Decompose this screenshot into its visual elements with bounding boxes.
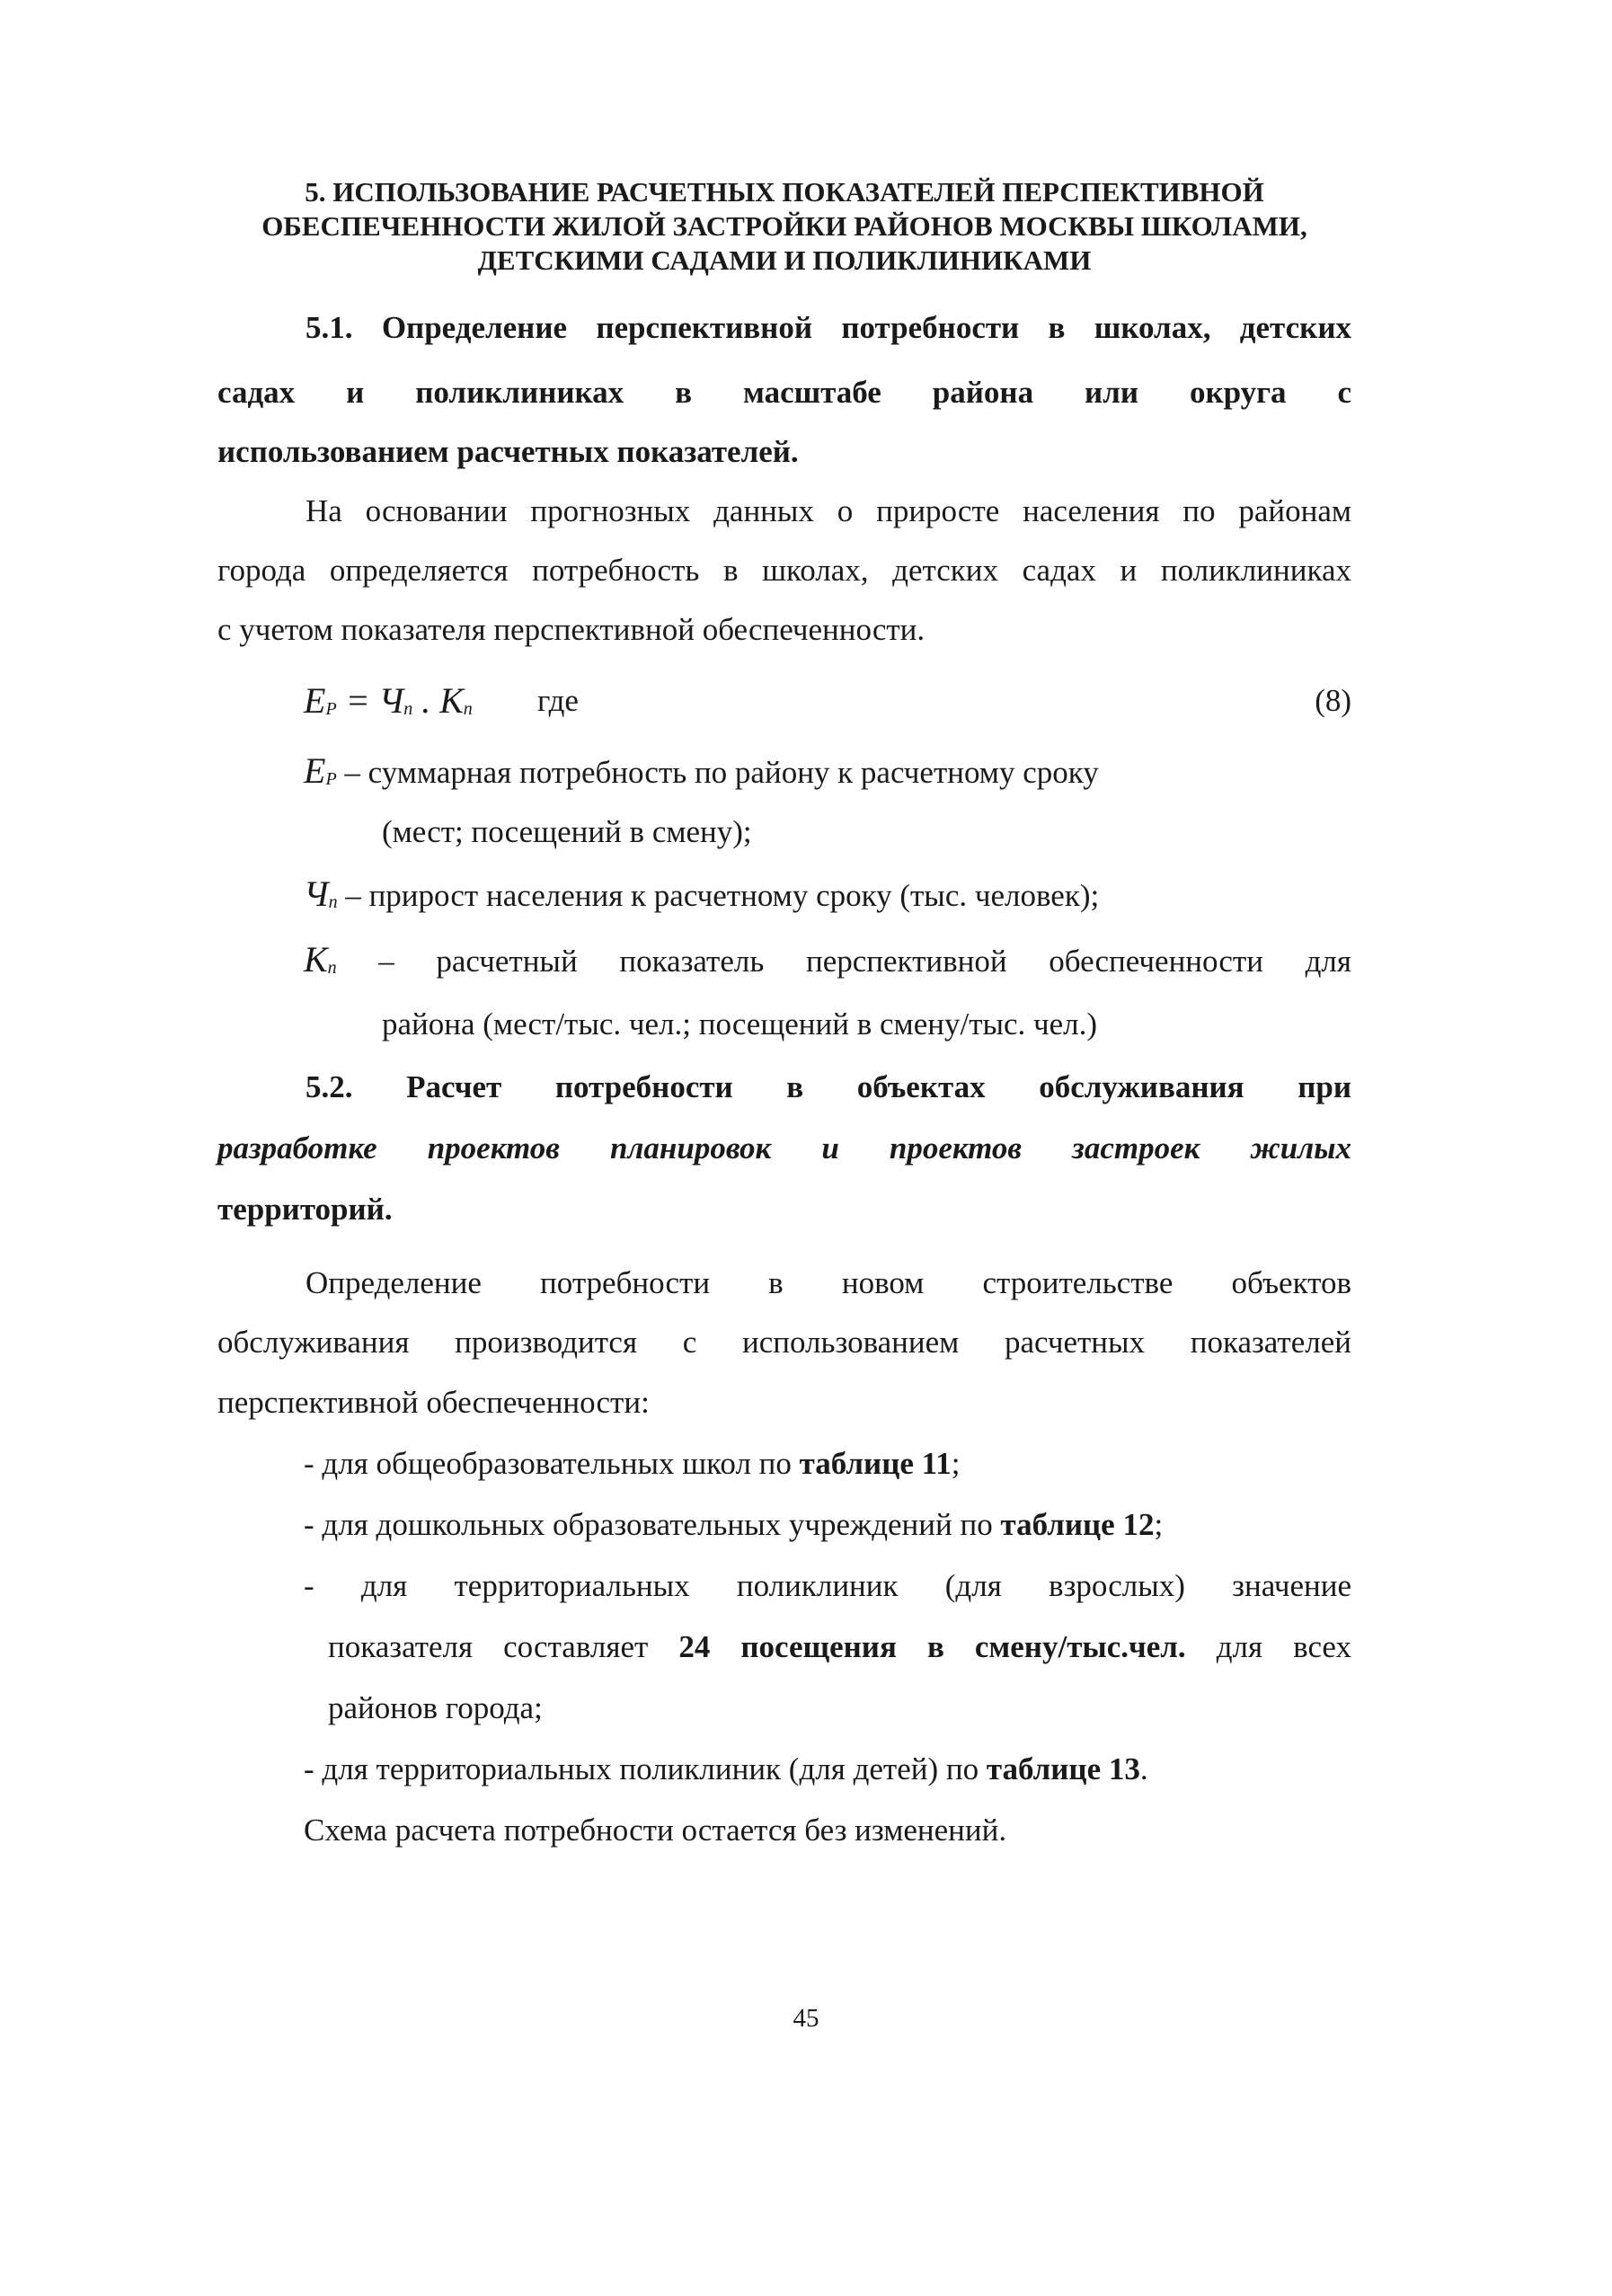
section-title [217,175,1351,278]
definition-e: $E_Р$ – суммарная потребность по району к расчетному сроку [304,750,1099,791]
formula: $E_Р = Ч_п$ . $К_п$ [304,680,473,721]
section-title-line-2: ОБЕСПЕЧЕННОСТИ ЖИЛОЙ ЗАСТРОЙКИ РАЙОНОВ МОСКВЫ ШКОЛАМИ, [261,210,1307,242]
list-item-adult-clinics-line-2: показателя составляет 24 посещения в смену/тыс.чел. для всех [328,1629,1351,1664]
subsection-1-heading-line-1: 5.1. Определение перспективной потребности в школах, детских [306,310,1351,345]
closing-sentence: Схема расчета потребности остается без изменений. [304,1813,1007,1848]
formula-line [217,678,1351,723]
para2-line-3: перспективной обеспеченности: [217,1385,650,1420]
list-item-schools: - для общеобразовательных школ по таблице 11; [304,1446,961,1481]
formula-where: где [537,683,579,718]
equation-number: (8) [1315,683,1351,718]
list-item-preschool: - для дошкольных образовательных учреждений по таблице 12; [304,1507,1164,1542]
definition-ch: $Ч_п$ – прирост населения к расчетному сроку (тыс. человек); [304,873,1100,914]
intro-line-1: На основании прогнозных данных о приросте населения по районам [306,493,1351,528]
section-title-line-3: ДЕТСКИМИ САДАМИ И ПОЛИКЛИНИКАМИ [477,244,1092,276]
subsection-1-heading-line-3: использованием расчетных показателей. [217,434,799,469]
list-item-adult-clinics-line-3: районов города; [328,1690,543,1725]
definition-k-continuation: района (мест/тыс. чел.; посещений в смену/тыс. чел.) [382,1006,1098,1042]
subsection-2-heading-line-3: территорий. [217,1192,393,1227]
intro-line-3: с учетом показателя перспективной обеспеченности. [217,612,926,647]
subsection-2-heading-line-2: разработке проектов планировок и проектов застроек жилых [217,1130,1351,1166]
list-item-adult-clinics-line-1: - для территориальных поликлиник (для взрослых) значение [304,1568,1351,1603]
definition-k: $К_п$ – расчетный показатель перспективной обеспеченности для [304,939,1351,980]
para2-line-1: Определение потребности в новом строительстве объектов [306,1265,1351,1300]
definition-e-continuation: (мест; посещений в смену); [382,814,752,849]
para2-line-2: обслуживания производится с использованием расчетных показателей [217,1325,1351,1360]
list-item-child-clinics: - для территориальных поликлиник (для детей) по таблице 13. [304,1751,1148,1786]
section-title-line-1: 5. ИСПОЛЬЗОВАНИЕ РАСЧЕТНЫХ ПОКАЗАТЕЛЕЙ ПЕРСПЕКТИВНОЙ [305,176,1264,208]
page-number: 45 [793,2004,819,2033]
subsection-2-heading-line-1: 5.2. Расчет потребности в объектах обслуживания при [306,1069,1351,1104]
subsection-1-heading-line-2: садах и поликлиниках в масштабе района или округа с [217,375,1351,410]
intro-line-2: города определяется потребность в школах, детских садах и поликлиниках [217,553,1351,588]
